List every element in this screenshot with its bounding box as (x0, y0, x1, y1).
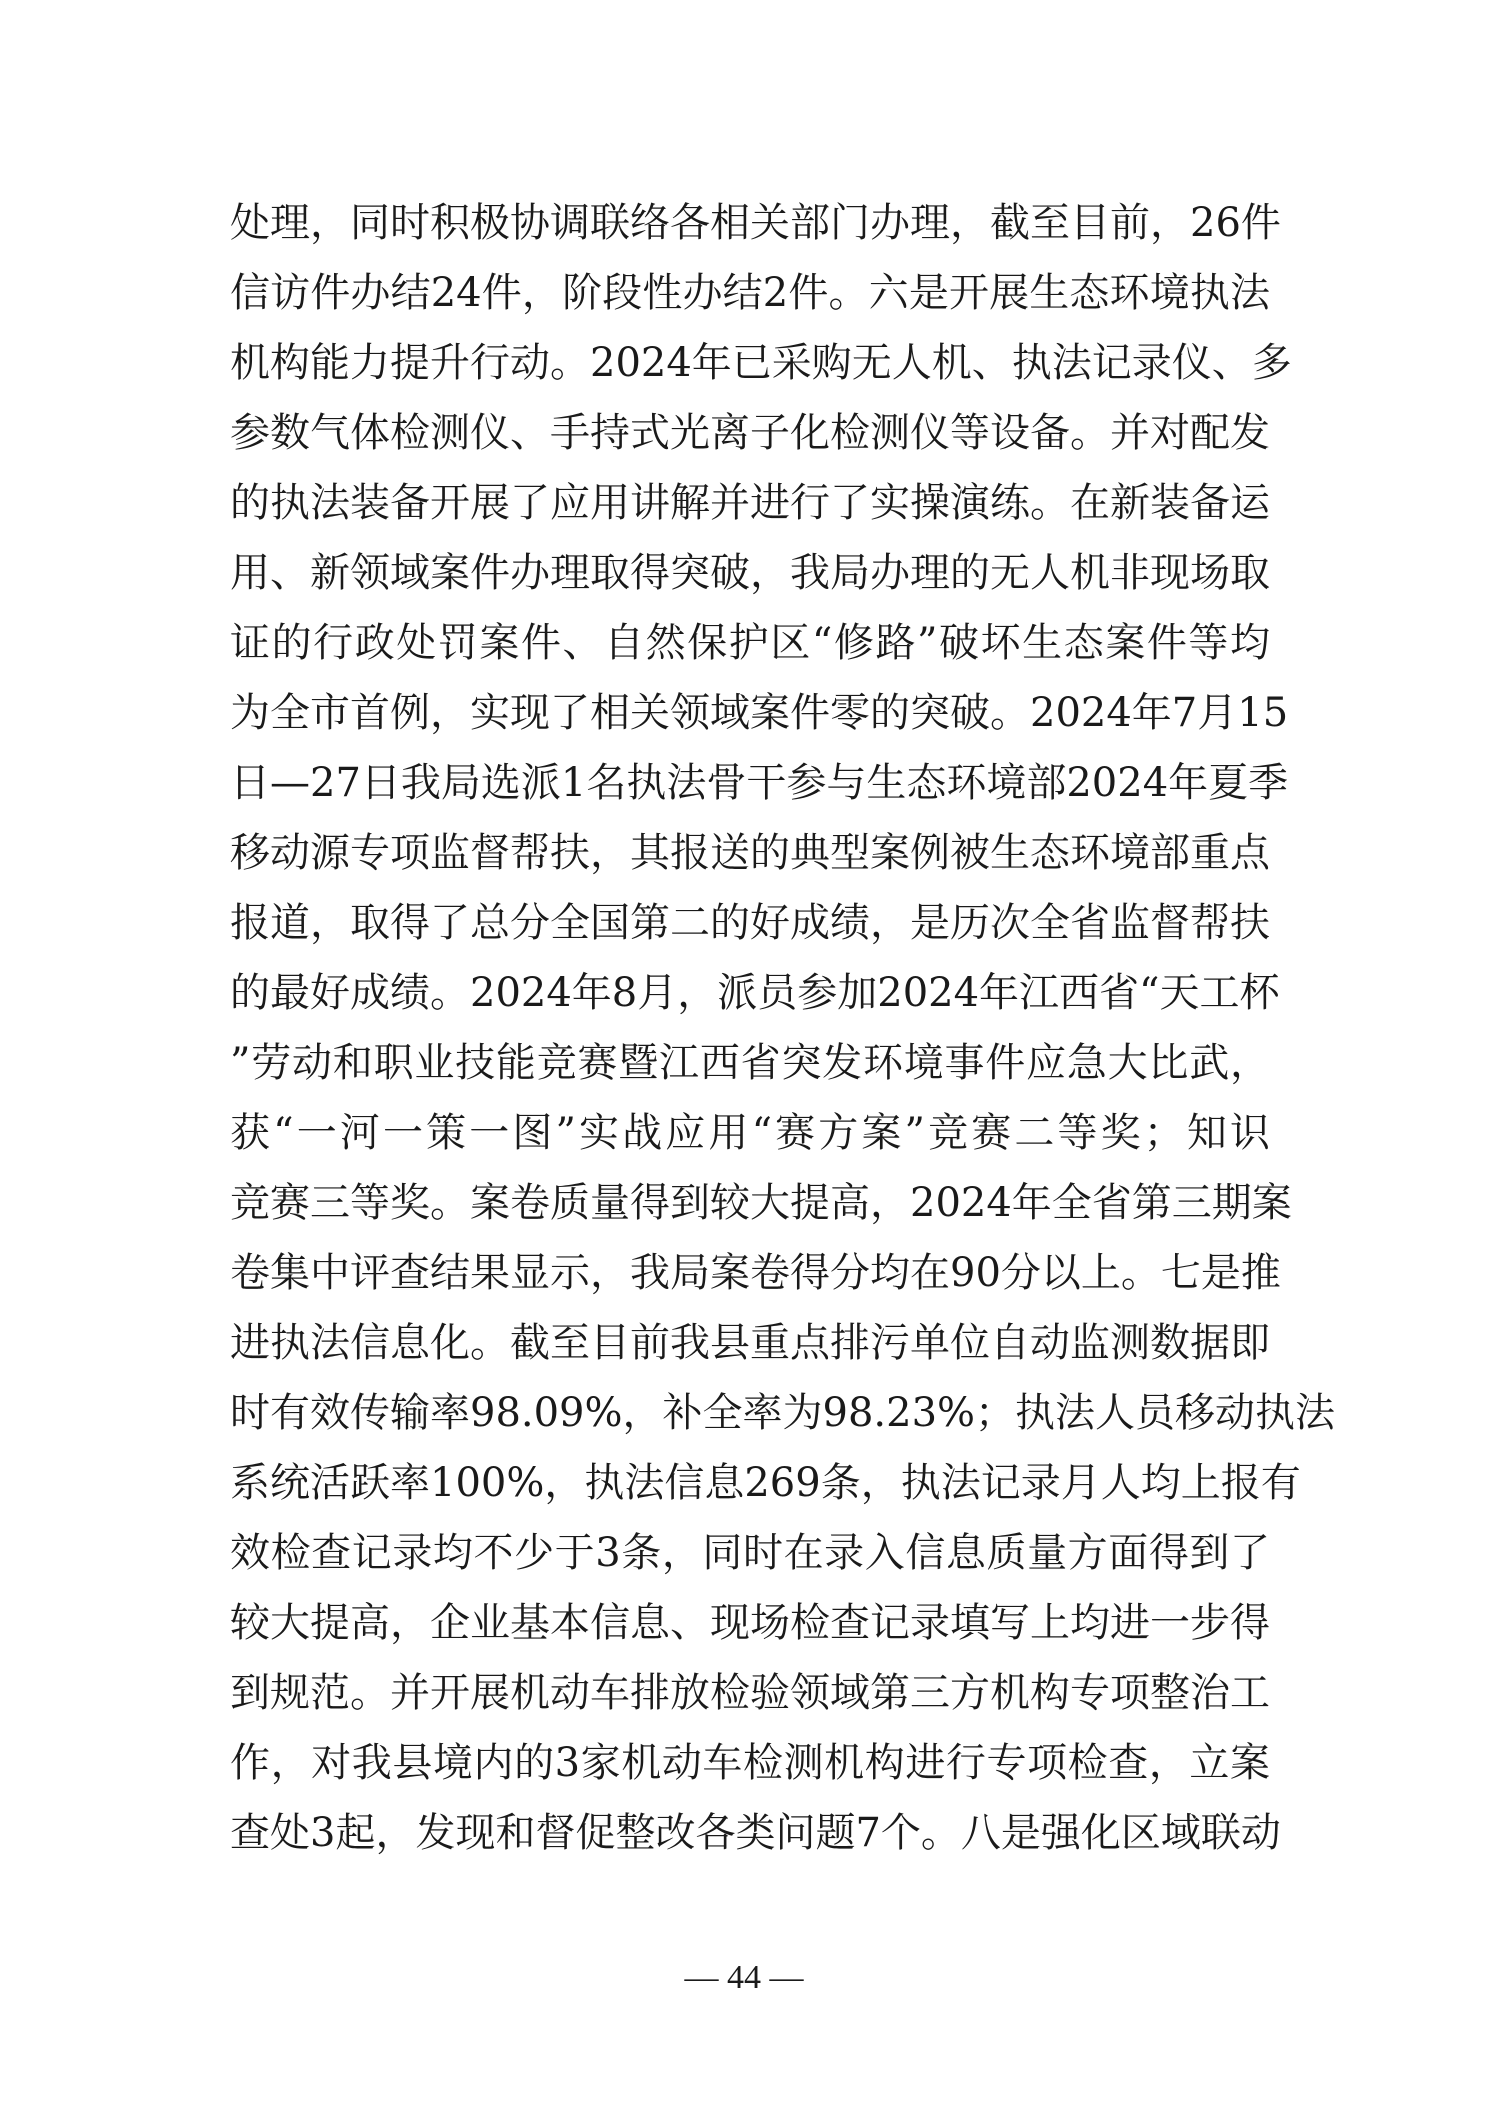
text-line-12: 的最好成绩。2024年8月，派员参加2024年江西省“天工杯 (230, 970, 1280, 1016)
text-line-15: 竞赛三等奖。案卷质量得到较大提高，2024年全省第三期案 (230, 1180, 1292, 1226)
text-line-3: 机构能力提升行动。2024年已采购无人机、执法记录仪、多 (230, 340, 1292, 386)
text-line-1: 处理，同时积极协调联络各相关部门办理，截至目前，26件 (230, 200, 1281, 246)
text-line-2: 信访件办结24件，阶段性办结2件。六是开展生态环境执法 (230, 270, 1270, 316)
text-line-22: 到规范。并开展机动车排放检验领域第三方机构专项整治工 (230, 1670, 1270, 1716)
text-line-14: 获“一河一策一图”实战应用“赛方案”竞赛二等奖；知识 (230, 1110, 1270, 1156)
text-line-21: 较大提高，企业基本信息、现场检查记录填写上均进一步得 (230, 1600, 1270, 1646)
text-line-24: 查处3起，发现和督促整改各类问题7个。八是强化区域联动 (230, 1810, 1281, 1856)
text-line-10: 移动源专项监督帮扶，其报送的典型案例被生态环境部重点 (230, 830, 1270, 876)
text-line-18: 时有效传输率98.09%，补全率为98.23%；执法人员移动执法 (230, 1390, 1336, 1436)
text-line-20: 效检查记录均不少于3条，同时在录入信息质量方面得到了 (230, 1530, 1270, 1576)
text-line-19: 系统活跃率100%，执法信息269条，执法记录月人均上报有 (230, 1460, 1301, 1506)
text-line-13: ”劳动和职业技能竞赛暨江西省突发环境事件应急大比武， (230, 1040, 1270, 1086)
text-line-6: 用、新领域案件办理取得突破，我局办理的无人机非现场取 (230, 550, 1270, 596)
text-line-7: 证的行政处罚案件、自然保护区“修路”破坏生态案件等均 (230, 620, 1270, 666)
text-line-23: 作，对我县境内的3家机动车检测机构进行专项检查，立案 (230, 1740, 1270, 1786)
page-number: — 44 — (684, 1959, 804, 1996)
text-line-17: 进执法信息化。截至目前我县重点排污单位自动监测数据即 (230, 1320, 1270, 1366)
text-line-8: 为全市首例，实现了相关领域案件零的突破。2024年7月15 (230, 690, 1289, 736)
text-line-11: 报道，取得了总分全国第二的好成绩，是历次全省监督帮扶 (230, 900, 1270, 946)
body-text (230, 188, 1336, 1868)
text-line-5: 的执法装备开展了应用讲解并进行了实操演练。在新装备运 (230, 480, 1270, 526)
text-line-4: 参数气体检测仪、手持式光离子化检测仪等设备。并对配发 (230, 410, 1270, 456)
text-line-16: 卷集中评查结果显示，我局案卷得分均在90分以上。七是推 (230, 1250, 1281, 1296)
text-line-9: 日—27日我局选派1名执法骨干参与生态环境部2024年夏季 (230, 760, 1289, 806)
